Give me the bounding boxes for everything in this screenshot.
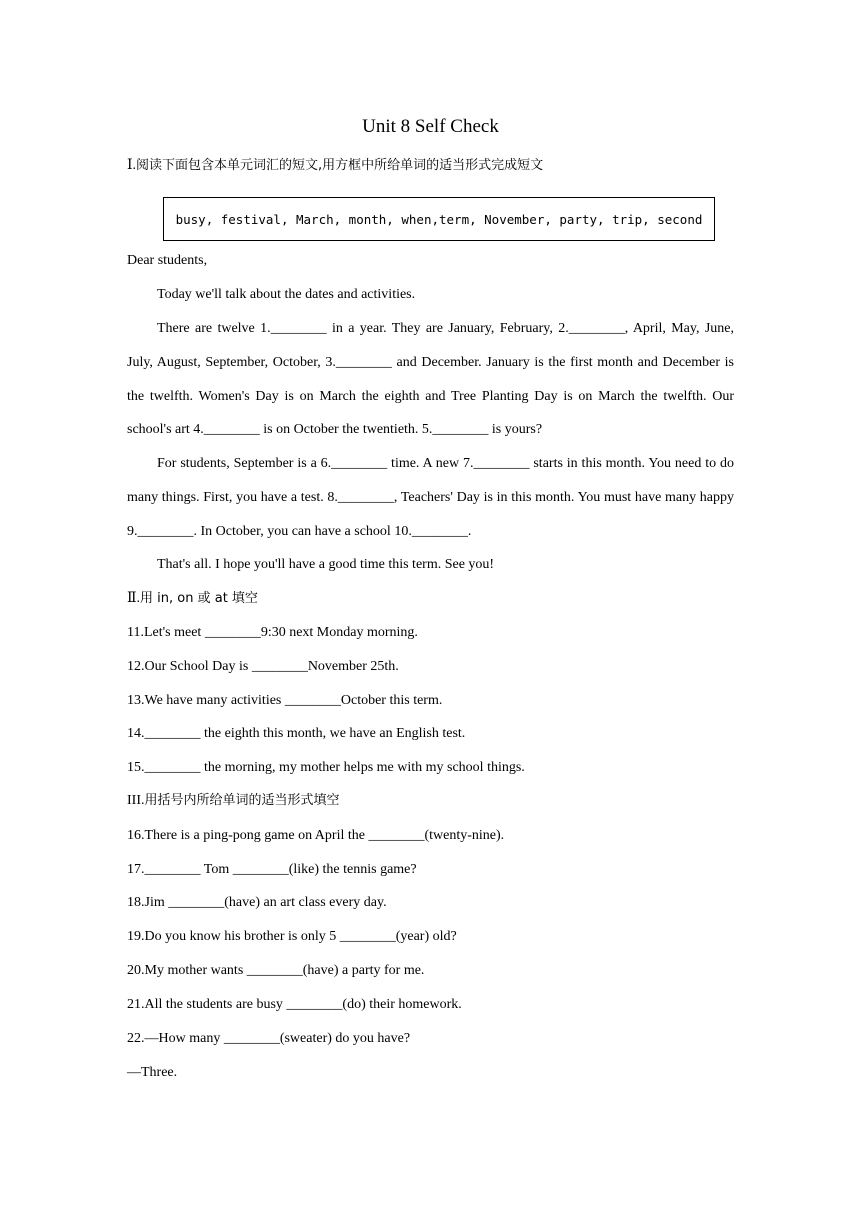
section-3-instruction: 用括号内所给单词的适当形式填空 [144, 793, 340, 808]
section-1-instruction: 阅读下面包含本单元词汇的短文,用方框中所给单词的适当形式完成短文 [136, 158, 544, 173]
question-14: 14.________ the eighth this month, we have an English test. [127, 726, 466, 741]
question-20: 20.My mother wants ________(have) a party for me. [127, 963, 425, 978]
question-22: 22.—How many ________(sweater) do you have? [127, 1031, 411, 1046]
question-19: 19.Do you know his brother is only 5 ________(year) old? [127, 929, 457, 944]
question-18: 18.Jim ________(have) an art class every day. [127, 895, 387, 910]
section-2-instruction-a: 用 in, on 或 at [140, 591, 232, 606]
question-17: 17.________ Tom ________(like) the tennis game? [127, 862, 417, 877]
section-2-heading [127, 589, 258, 609]
section-1-number: Ⅰ. [127, 158, 137, 173]
section-2-number: Ⅱ. [127, 591, 141, 606]
section-2-instruction-b: 填空 [231, 591, 258, 606]
letter-paragraph-1: There are twelve 1.________ in a year. They are January, February, 2.________, April, May, June, July, August, September, October, 3.________ and December. January is the first month and December is the twelfth. Women's Day is on March the eighth and Tree Planting Day is on March the twelfth. Our school's art 4.________ is on October the twentieth. 5.________ is yours? [127, 321, 734, 438]
word-box: busy, festival, March, month, when,term, November, party, trip, second [163, 197, 715, 241]
letter-greeting: Dear students, [127, 253, 208, 268]
question-13: 13.We have many activities ________October this term. [127, 693, 443, 708]
section-1-heading [127, 156, 543, 176]
document-title: Unit 8 Self Check [362, 116, 499, 137]
section-3-number: III. [127, 793, 145, 808]
question-12: 12.Our School Day is ________November 25th. [127, 659, 399, 674]
letter-intro: Today we'll talk about the dates and activities. [157, 287, 416, 302]
question-15: 15.________ the morning, my mother helps me with my school things. [127, 760, 525, 775]
question-11: 11.Let's meet ________9:30 next Monday morning. [127, 625, 418, 640]
answer-22: —Three. [127, 1065, 178, 1080]
letter-paragraph-2: For students, September is a 6.________ time. A new 7.________ starts in this month. You need to do many things. First, you have a test. 8.________, Teachers' Day is in this month. You must have many happy 9.________. In October, you can have a school 10.________. [127, 456, 734, 539]
question-21: 21.All the students are busy ________(do) their homework. [127, 997, 462, 1012]
question-16: 16.There is a ping-pong game on April the ________(twenty-nine). [127, 828, 505, 843]
letter-closing: That's all. I hope you'll have a good time this term. See you! [157, 557, 495, 572]
section-3-heading [127, 791, 340, 811]
